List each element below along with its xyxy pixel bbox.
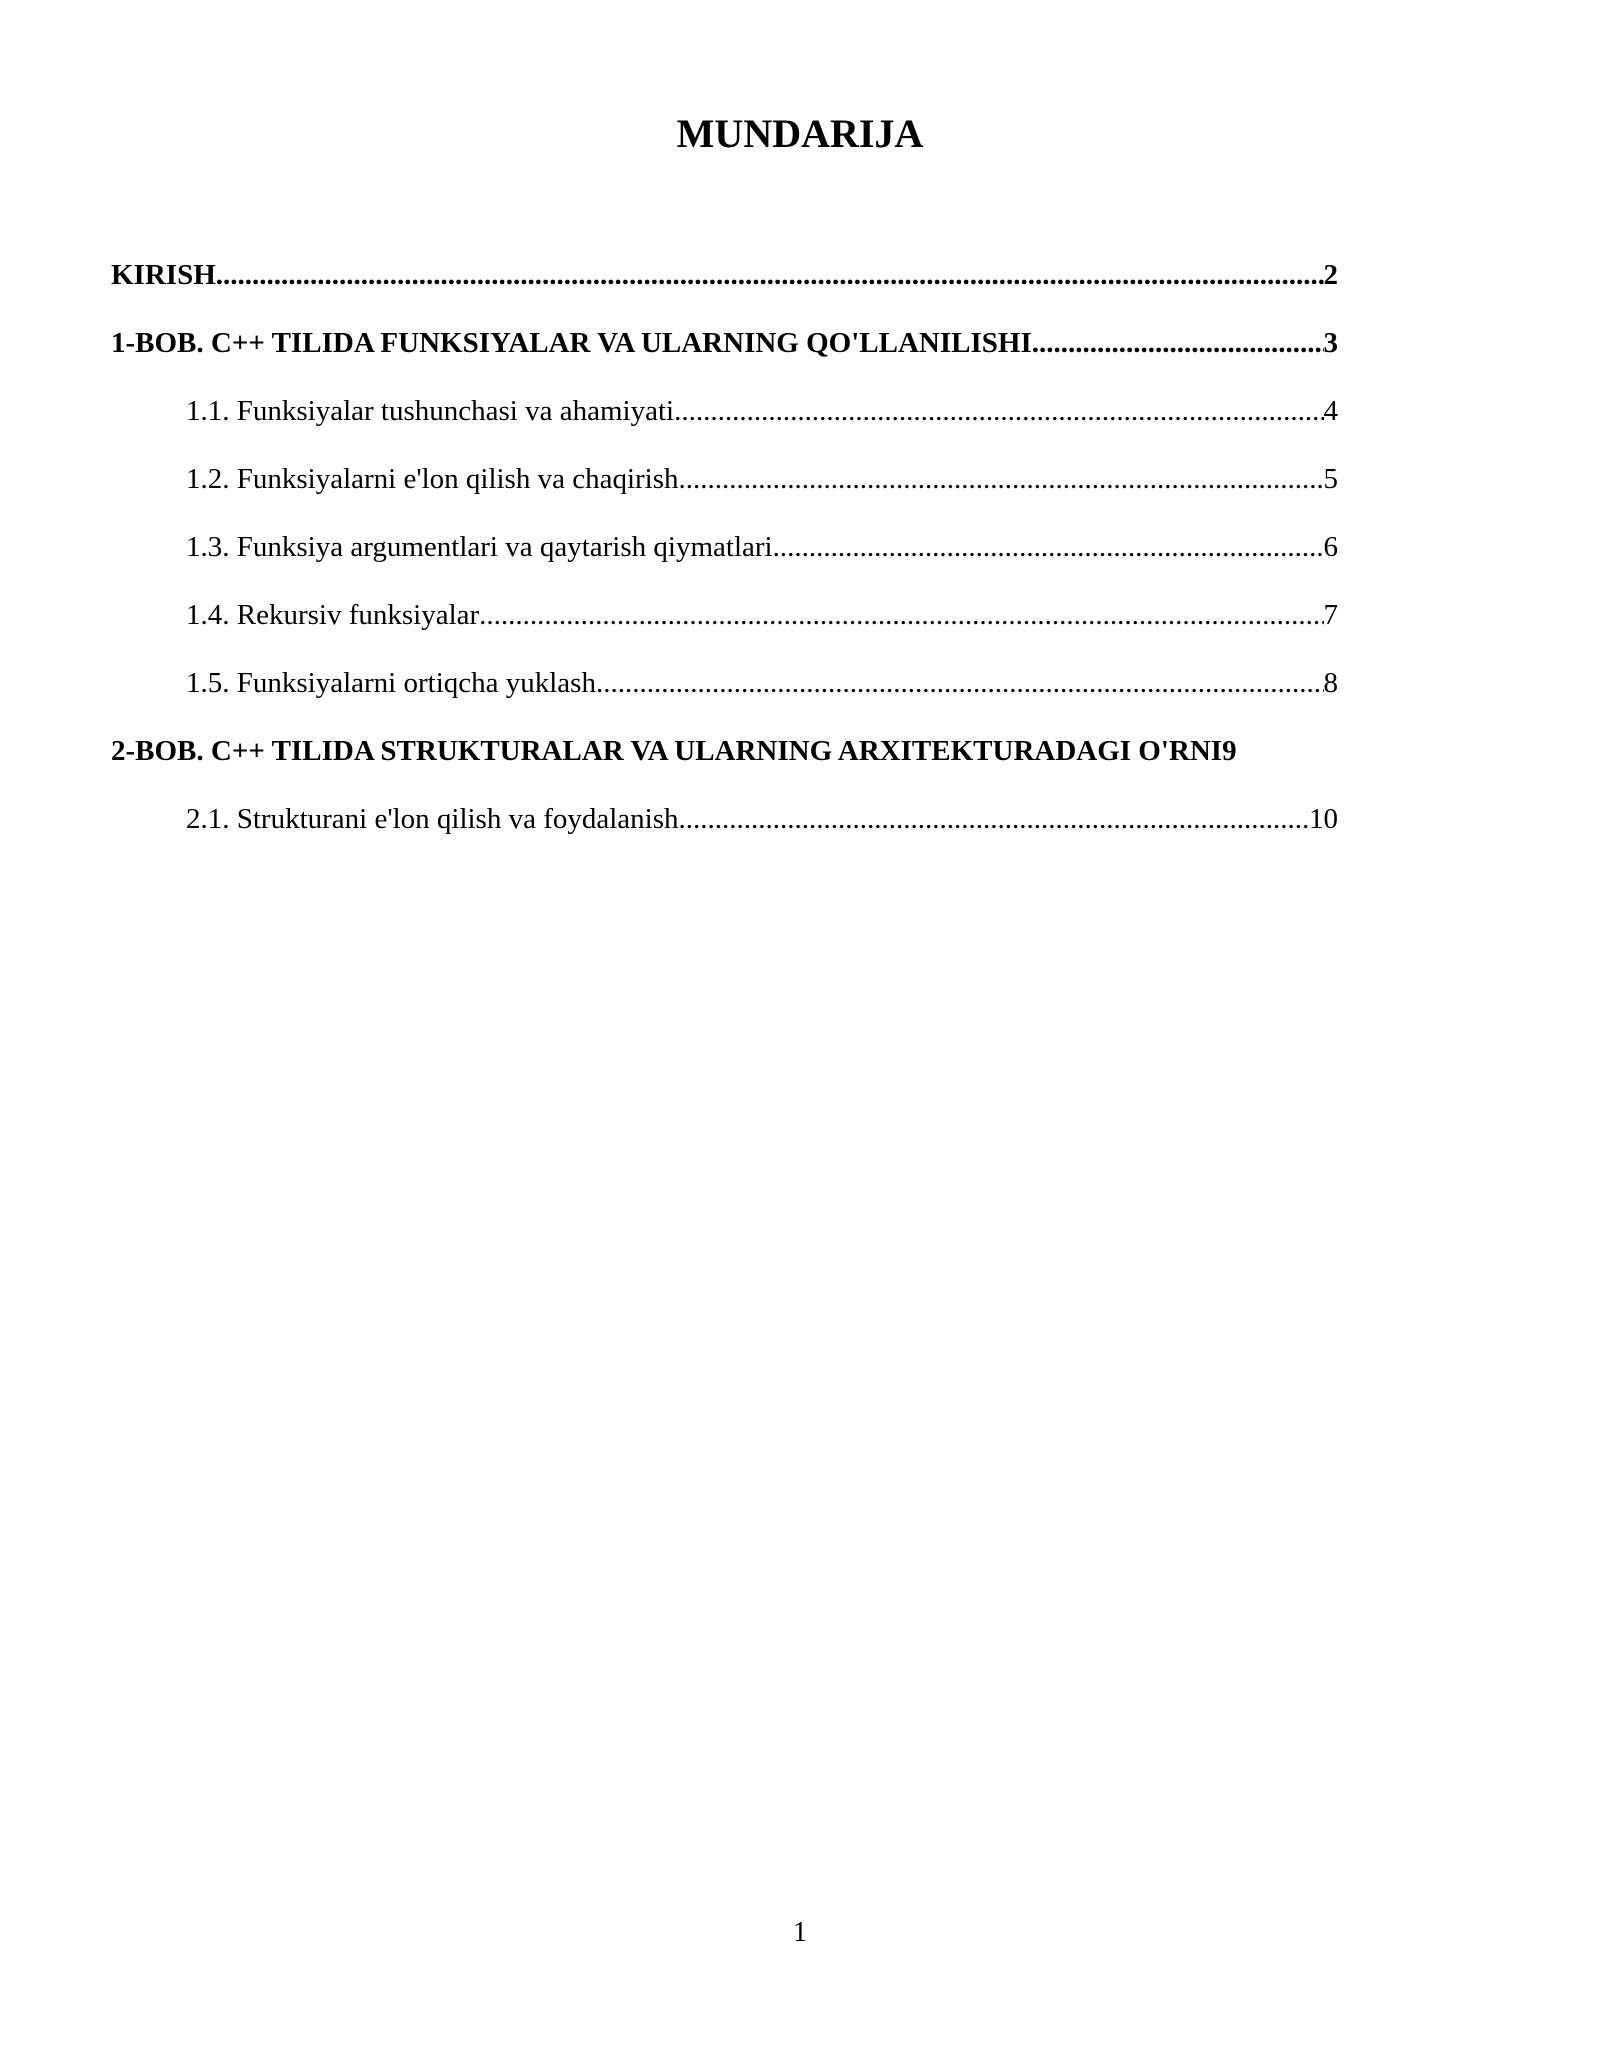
toc-page-number: 3 <box>1323 327 1338 359</box>
toc-entry-chapter-1[interactable] <box>111 321 1338 389</box>
toc-entry-text: KIRISH <box>111 259 216 291</box>
toc-entry-text: 1.2. Funksiyalarni e'lon qilish va chaqirish <box>186 463 679 495</box>
toc-entry-section-1-5[interactable] <box>111 661 1338 729</box>
toc-page-number: 6 <box>1323 531 1338 563</box>
table-of-contents <box>111 253 1338 865</box>
toc-leader-dots <box>674 389 1323 433</box>
toc-page-number: 2 <box>1323 259 1338 291</box>
toc-entry-section-1-2[interactable] <box>111 457 1338 525</box>
toc-leader-dots <box>679 457 1324 501</box>
toc-entry-section-2-1[interactable] <box>111 797 1338 865</box>
toc-entry-section-1-3[interactable] <box>111 525 1338 593</box>
toc-entry-text: 2-BOB. C++ TILIDA STRUKTURALAR VA ULARNING ARXITEKTURADAGI O'RNI <box>111 735 1223 767</box>
toc-entry-section-1-4[interactable] <box>111 593 1338 661</box>
toc-entry-section-1-1[interactable] <box>111 389 1338 457</box>
toc-page-number: 7 <box>1323 599 1338 631</box>
toc-leader-dots <box>773 525 1324 569</box>
page-footer-number: 1 <box>793 1917 807 1948</box>
toc-leader-dots <box>596 661 1324 705</box>
toc-page-number: 10 <box>1309 803 1338 835</box>
toc-leader-dots <box>216 253 1324 297</box>
toc-entry-text: 1.5. Funksiyalarni ortiqcha yuklash <box>186 667 596 699</box>
toc-leader-dots <box>679 797 1309 841</box>
toc-entry-text: 1.1. Funksiyalar tushunchasi va ahamiyati <box>186 395 675 427</box>
toc-page-number: 4 <box>1323 395 1338 427</box>
toc-entry-introduction[interactable] <box>111 253 1338 321</box>
toc-page-number: 5 <box>1323 463 1338 495</box>
toc-leader-dots <box>1032 321 1324 365</box>
toc-entry-text: 2.1. Strukturani e'lon qilish va foydalanish <box>186 803 679 835</box>
toc-leader-dots <box>479 593 1323 637</box>
toc-entry-text: 1-BOB. C++ TILIDA FUNKSIYALAR VA ULARNING QO'LLANILISHI <box>111 327 1032 359</box>
toc-page-number: 8 <box>1323 667 1338 699</box>
toc-entry-text: 1.4. Rekursiv funksiyalar <box>186 599 480 631</box>
toc-page-number: 9 <box>1222 735 1237 767</box>
toc-entry-chapter-2[interactable] <box>111 729 1338 797</box>
page-title: MUNDARIJA <box>676 111 924 156</box>
toc-entry-text: 1.3. Funksiya argumentlari va qaytarish qiymatlari <box>186 531 773 563</box>
